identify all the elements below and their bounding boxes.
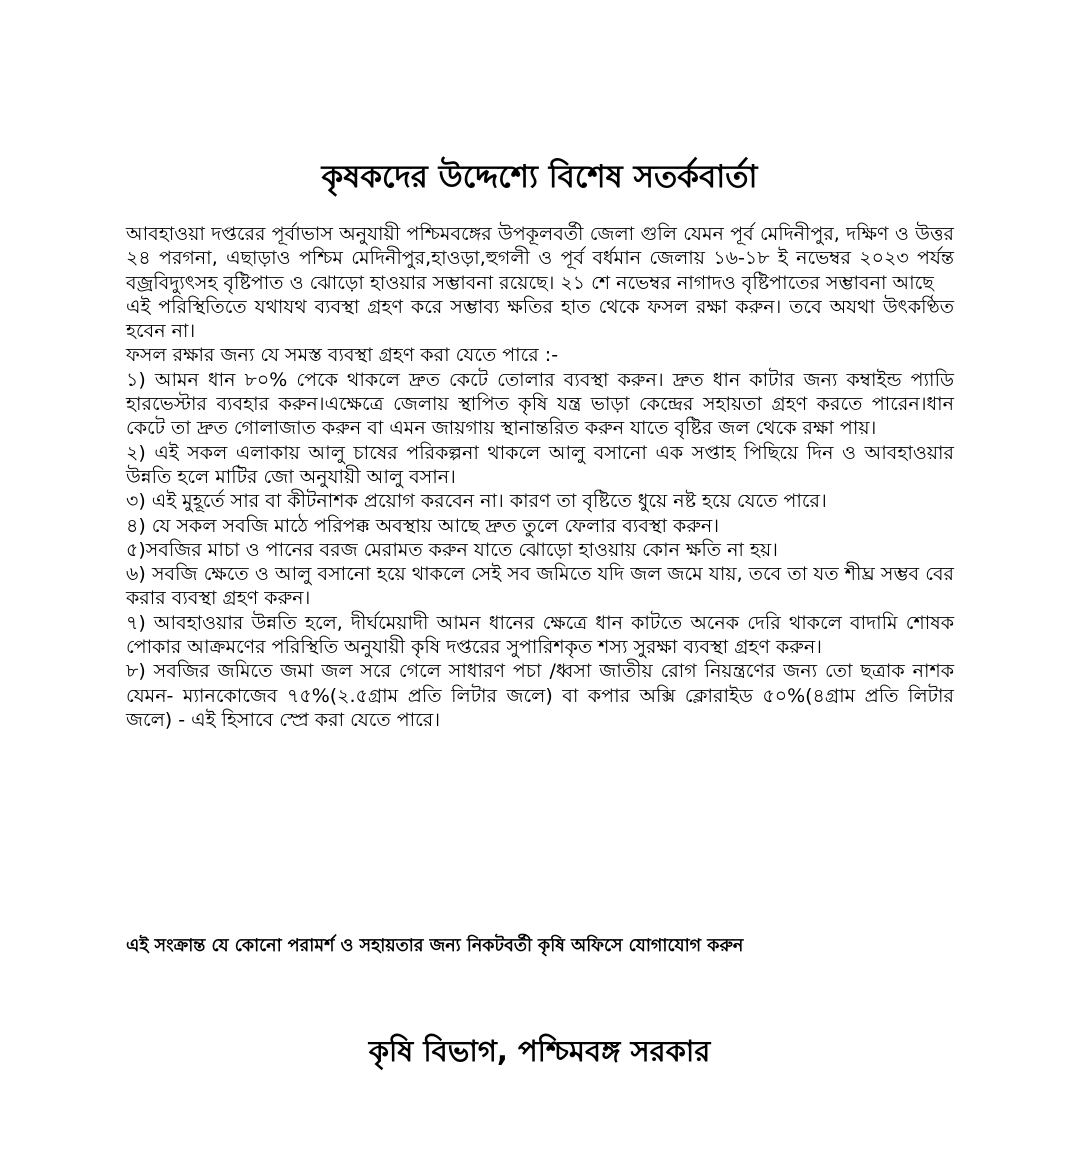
precaution-paragraph: এই পরিস্থিতিতে যথাযথ ব্যবস্থা গ্রহণ করে সম্ভাব্য ক্ষতির হাত থেকে ফসল রক্ষা করুন। তবে অযথা উৎকণ্ঠিত হবেন না। bbox=[126, 295, 954, 343]
measure-item-1: ১) আমন ধান ৮০% পেকে থাকলে দ্রুত কেটে তোলার ব্যবস্থা করুন। দ্রুত ধান কাটার জন্য কম্বাইন্ড প্যাডি হারভেস্টার ব্যবহার করুন।এক্ষেত্রে জেলায় স্থাপিত কৃষি যন্ত্র ভাড়া কেন্দ্রের সহায়তা গ্রহণ করতে পারেন।ধান কেটে তা দ্রুত গোলাজাত করুন বা এমন জায়গায় স্থানান্তরিত করুন যাতে বৃষ্টির জল থেকে রক্ষা পায়। bbox=[126, 368, 954, 440]
measure-item-3: ৩) এই মুহূর্তে সার বা কীটনাশক প্রয়োগ করবেন না। কারণ তা বৃষ্টিতে ধুয়ে নষ্ট হয়ে যেতে পারে। bbox=[126, 490, 827, 513]
forecast-paragraph: আবহাওয়া দপ্তরের পূর্বাভাস অনুযায়ী পশ্চিমবঙ্গের উপকূলবর্তী জেলা গুলি যেমন পূর্ব মেদিনীপুর, দক্ষিণ ও উত্তর ২৪ পরগনা, এছাড়াও পশ্চিম মেদিনীপুর,হাওড়া,হুগলী ও পূর্ব বর্ধমান জেলায় ১৬-১৮ ই নভেম্বর ২০২৩ পর্যন্ত বজ্রবিদ্যুৎসহ বৃষ্টিপাত ও ঝোড়ো হাওয়ার সম্ভাবনা রয়েছে। ২১ শে নভেম্বর নাগাদও বৃষ্টিপাতের সম্ভাবনা আছে bbox=[126, 223, 954, 294]
measure-item-8: ৮) সবজির জমিতে জমা জল সরে গেলে সাধারণ পচা /ধ্বসা জাতীয় রোগ নিয়ন্ত্রণের জন্য তো ছত্রাক নাশক যেমন- ম্যানকোজেব ৭৫%(২.৫গ্রাম প্রতি লিটার জলে) বা কপার অক্সি ক্লোরাইড ৫০%(৪গ্রাম প্রতি লিটার জলে) - এই হিসাবে স্প্রে করা যেতে পারে। bbox=[126, 660, 954, 731]
contact-note: এই সংক্রান্ত যে কোনো পরামর্শ ও সহায়তার জন্য নিকটবর্তী কৃষি অফিসে যোগাযোগ করুন bbox=[126, 936, 744, 956]
measures-intro: ফসল রক্ষার জন্য যে সমস্ত ব্যবস্থা গ্রহণ করা যেতে পারে :- bbox=[126, 344, 559, 367]
advisory-body bbox=[126, 222, 954, 732]
measure-item-6: ৬) সবজি ক্ষেতে ও আলু বসানো হয়ে থাকলে সেই সব জমিতে যদি জল জমে যায়, তবে তা যত শীঘ্র সম্ভব বের করার ব্যবস্থা গ্রহণ করুন। bbox=[126, 563, 954, 610]
measure-item-4: ৪) যে সকল সবজি মাঠে পরিপক্ক অবস্থায় আছে দ্রুত তুলে ফেলার ব্যবস্থা করুন। bbox=[126, 514, 720, 537]
measure-item-5: ৫)সবজির মাচা ও পানের বরজ মেরামত করুন যাতে ঝোড়ো হাওয়ায় কোন ক্ষতি না হয়। bbox=[126, 538, 778, 561]
measure-item-7: ৭) আবহাওয়ার উন্নতি হলে, দীর্ঘমেয়াদী আমন ধানের ক্ষেত্রে ধান কাটতে অনেক দেরি থাকলে বাদামি শোষক পোকার আক্রমণের পরিস্থিতি অনুযায়ী কৃষি দপ্তরের সুপারিশকৃত শস্য সুরক্ষা ব্যবস্থা গ্রহণ করুন। bbox=[126, 611, 954, 659]
page-title: কৃষকদের উদ্দেশ্যে বিশেষ সতর্কবার্তা bbox=[321, 159, 758, 195]
issuer-footer: কৃষি বিভাগ, পশ্চিমবঙ্গ সরকার bbox=[368, 1034, 711, 1068]
measure-item-2: ২) এই সকল এলাকায় আলু চাষের পরিকল্পনা থাকলে আলু বসানো এক সপ্তাহ পিছিয়ে দিন ও আবহাওয়ার উন্নতি হলে মাটির জো অনুযায়ী আলু বসান। bbox=[126, 441, 954, 488]
